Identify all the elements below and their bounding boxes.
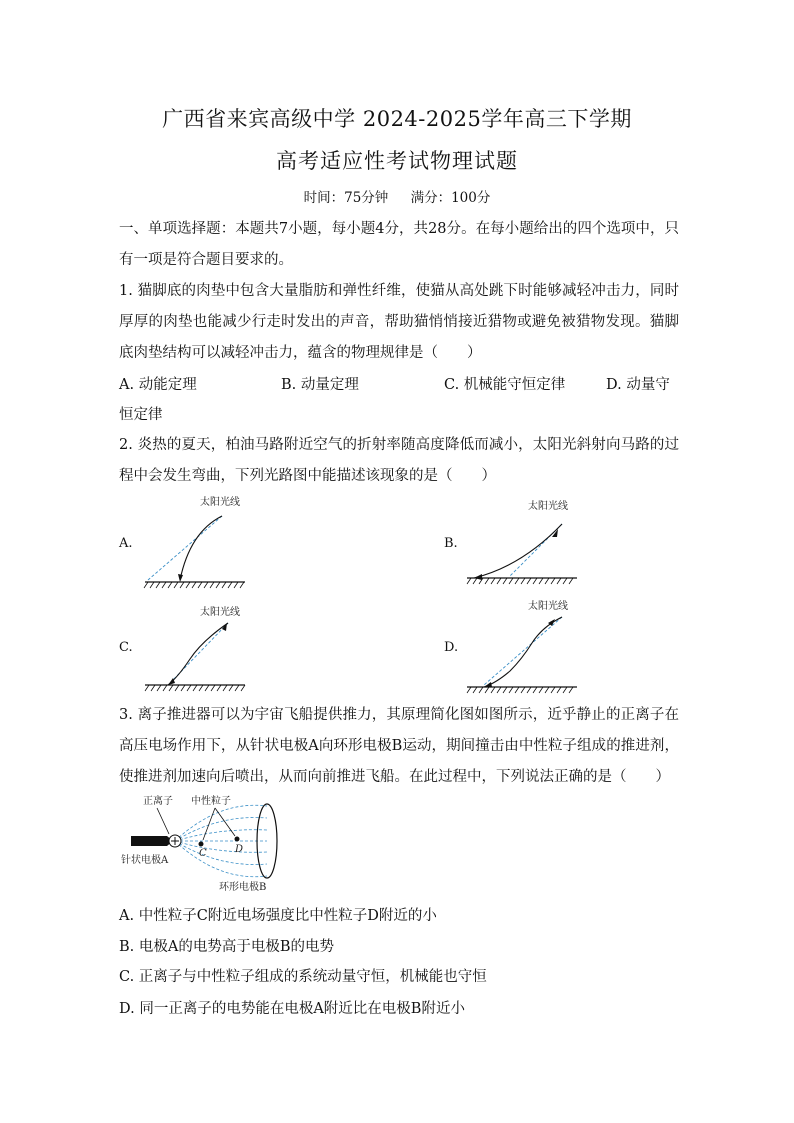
q1-option-a: A. 动能定理 — [119, 377, 197, 393]
q1-option-b: B. 动量定理 — [281, 377, 359, 393]
q2-figure-a — [140, 492, 250, 592]
q3-option-a: A. 中性粒子C附近电场强度比中性粒子D附近的小 — [119, 908, 437, 924]
q3-point-d: D — [235, 844, 244, 855]
exam-title-line2: 高考适应性考试物理试题 — [276, 149, 518, 173]
q2-stem: 2. 炎热的夏天，柏油马路附近空气的折射率随高度降低而减小，太阳光斜射向马路的过程中会发生弯曲，下列光路图中能描述该现象的是（ ） — [119, 437, 679, 484]
q2-figure-a-label: 太阳光线 — [200, 497, 240, 508]
q3-point-c: C — [199, 848, 207, 859]
q2-figure-d-label: 太阳光线 — [528, 601, 568, 612]
q1-option-d: D. 动量守 — [606, 377, 670, 393]
q1-stem: 1. 猫脚底的肉垫中包含大量脂肪和弹性纤维，使猫从高处跳下时能够减轻冲击力，同时厚厚的肉垫也能减少行走时发出的声音，帮助猫悄悄接近猎物或避免被猎物发现。猫脚底肉垫结构可以减轻冲击力，蕴含的物理规律是（ ） — [119, 283, 679, 361]
q3-figure — [119, 790, 299, 898]
q2-figure-c — [140, 601, 250, 696]
q2-figure-d — [462, 597, 582, 697]
q3-option-b: B. 电极A的电势高于电极B的电势 — [119, 939, 334, 955]
section1-intro: 一、单项选择题：本题共7小题，每小题4分，共28分。在每小题给出的四个选项中，只有一项是符合题目要求的。 — [119, 221, 679, 268]
exam-time: 时间：75分钟 — [303, 190, 389, 206]
q3-label-positive-ion: 正离子 — [143, 796, 173, 807]
q3-label-needle: 针状电极A — [121, 855, 169, 866]
needle-electrode-icon — [131, 836, 173, 846]
q3-stem: 3. 离子推进器可以为宇宙飞船提供推力，其原理简化图如图所示，近乎静止的正离子在高压电场作用下，从针状电极A向环形电极B运动，期间撞击由中性粒子组成的推进剂，使推进剂加速向后喷出，从而向前推进飞船。在此过程中，下列说法正确的是（ ） — [119, 707, 679, 785]
q3-option-c: C. 正离子与中性粒子组成的系统动量守恒，机械能也守恒 — [119, 969, 487, 985]
exam-info — [0, 186, 794, 206]
q2-figure-b-label: 太阳光线 — [528, 501, 568, 512]
q2-figure-c-label: 太阳光线 — [200, 607, 240, 618]
q3-label-neutral: 中性粒子 — [191, 796, 231, 807]
q2-option-d-letter: D. — [444, 640, 459, 655]
q3-label-ring: 环形电极B — [219, 882, 267, 893]
point-c-icon — [199, 842, 204, 847]
q2-figure-b — [462, 494, 582, 594]
exam-score: 满分：100分 — [410, 190, 491, 206]
q2-option-c-letter: C. — [119, 640, 133, 655]
q2-option-a-letter: A. — [119, 536, 133, 551]
q1-options — [119, 373, 679, 397]
q1-option-c: C. 机械能守恒定律 — [444, 377, 566, 393]
q1-option-d-cont: 恒定律 — [119, 407, 163, 423]
q2-option-b-letter: B. — [444, 536, 458, 551]
exam-title-line1: 广西省来宾高级中学 2024-2025学年高三下学期 — [162, 107, 632, 131]
point-d-icon — [235, 837, 240, 842]
q3-option-d: D. 同一正离子的电势能在电极A附近比在电极B附近小 — [119, 1001, 465, 1017]
